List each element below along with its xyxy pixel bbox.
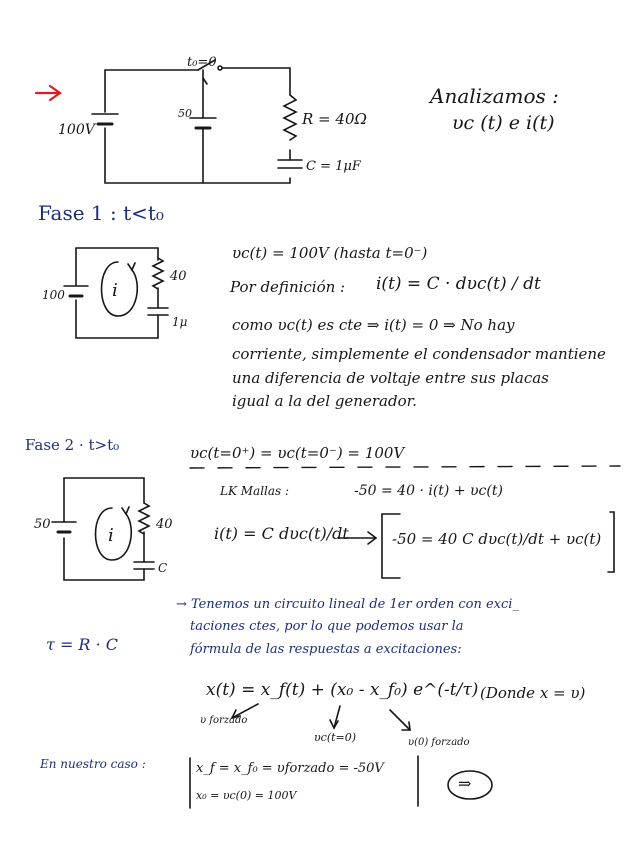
fase2-current-label: i xyxy=(108,525,114,546)
analyze-variables: υc (t) e i(t) xyxy=(452,112,555,134)
main-circuit-diagram xyxy=(92,60,302,183)
response-formula: x(t) = x_f(t) + (x₀ - x_f₀) e^(-t/τ) xyxy=(206,680,479,700)
fase1-definition-label: Por definición : xyxy=(230,278,346,296)
source-voltage-label: 100V xyxy=(58,122,95,138)
fase2-current-equation: i(t) = C dυc(t)/dt xyxy=(214,524,349,543)
middle-source-label: 50 xyxy=(178,107,192,120)
fase2-text-3: fórmula de las respuestas a excitaciones: xyxy=(190,642,462,657)
fase2-circuit-diagram xyxy=(52,478,154,580)
fase2-title: Fase 2 · t>t₀ xyxy=(25,436,120,454)
switch-time-label: t₀=0 xyxy=(187,55,217,70)
donde-note: (Donde x = υ) xyxy=(480,684,586,702)
fase1-current-label: i xyxy=(112,280,118,301)
analyze-title: Analizamos : xyxy=(430,84,559,108)
fase2-source-label: 50 xyxy=(34,517,51,532)
fase2-continuity-eq: υc(t=0⁺) = υc(t=0⁻) = 100V xyxy=(190,444,405,462)
fase1-line-uc: υc(t) = 100V (hasta t=0⁻) xyxy=(232,244,428,262)
implies-arrow-icon: ⇒ xyxy=(458,774,472,793)
caso-line-2: x₀ = υc(0) = 100V xyxy=(196,789,297,802)
fase2-text-2: taciones ctes, por lo que podemos usar la xyxy=(190,619,464,634)
fase1-capacitor-label: 1μ xyxy=(172,315,188,329)
fase2-text-1: → Tenemos un circuito lineal de 1er orden con exci_ xyxy=(176,597,519,612)
fase2-capacitor-label: C xyxy=(158,561,168,575)
tau-definition: τ = R · C xyxy=(46,635,118,654)
resistor-label: R = 40Ω xyxy=(302,110,367,128)
fase2-lk-label: LK Mallas : xyxy=(220,484,290,498)
fase1-line-3: como υc(t) es cte ⇒ i(t) = 0 ⇒ No hay xyxy=(232,316,515,334)
fase1-resistor-label: 40 xyxy=(170,269,187,284)
fase1-line-6: igual a la del generador. xyxy=(232,392,417,410)
caso-label: En nuestro caso : xyxy=(40,757,146,771)
fase1-line-4: corriente, simplemente el condensador mantiene xyxy=(232,345,606,363)
fase1-title: Fase 1 : t<t₀ xyxy=(38,201,164,225)
annotation-forzado: υ forzado xyxy=(200,715,248,726)
annotation-uc0: υc(t=0) xyxy=(314,731,357,744)
caso-line-1: x_f = x_f₀ = υforzado = -50V xyxy=(196,761,384,776)
fase2-lk-equation: -50 = 40 · i(t) + υc(t) xyxy=(354,483,503,499)
red-arrow-icon xyxy=(36,86,60,100)
fase1-line-5: una diferencia de voltaje entre sus placas xyxy=(232,369,549,387)
capacitor-label: C = 1μF xyxy=(306,159,361,174)
annotation-uc-forzado: υ(0) forzado xyxy=(408,737,470,748)
fase1-source-label: 100 xyxy=(42,288,65,302)
fase1-definition-formula: i(t) = C · dυc(t) / dt xyxy=(376,274,541,294)
fase2-substituted-equation: -50 = 40 C dυc(t)/dt + υc(t) xyxy=(392,530,602,548)
fase2-resistor-label: 40 xyxy=(156,517,173,532)
